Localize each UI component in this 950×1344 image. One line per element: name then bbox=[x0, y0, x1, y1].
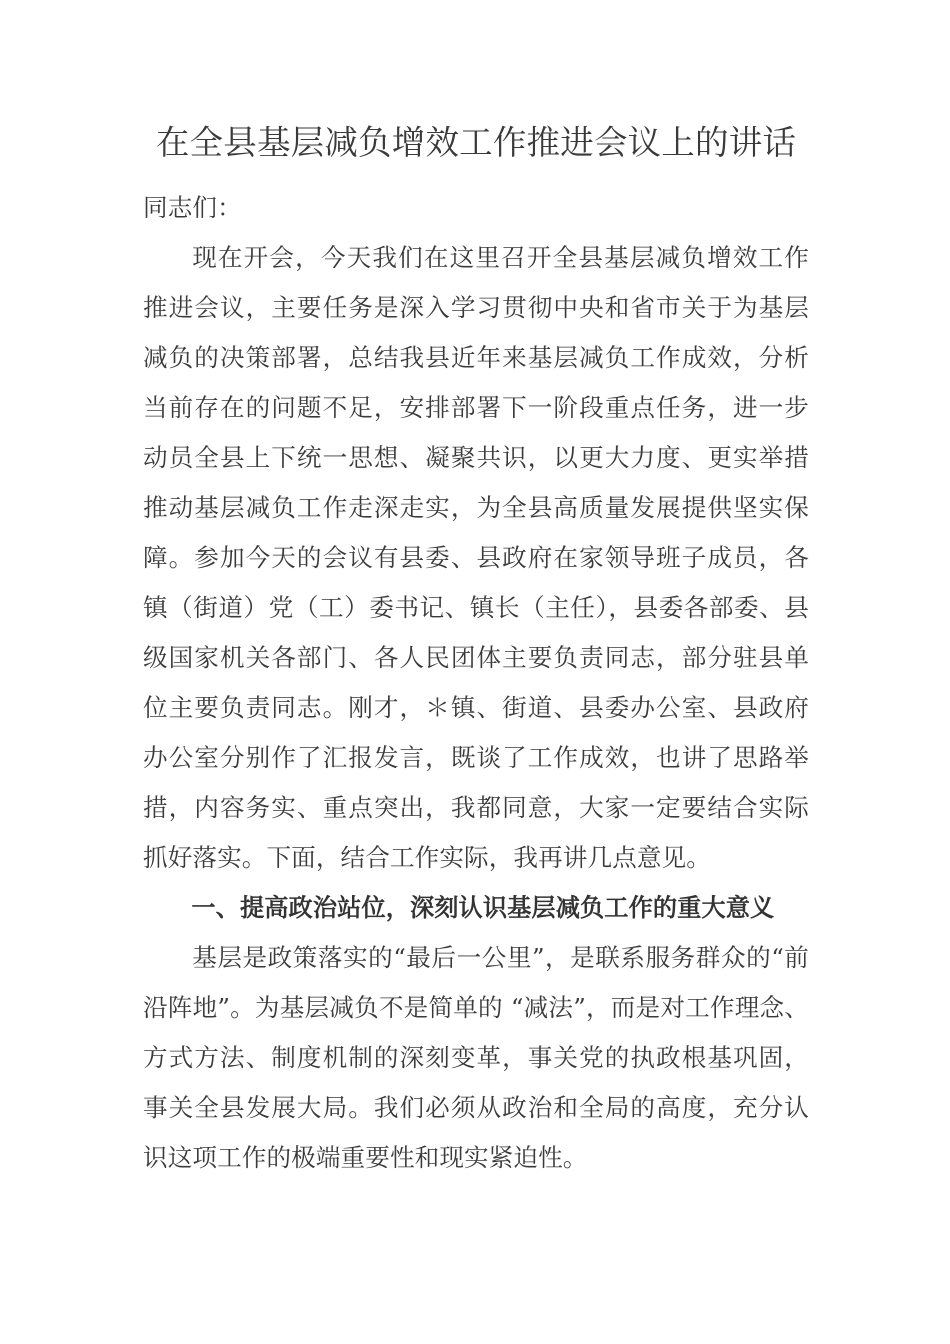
salutation-line: 同志们： bbox=[143, 193, 242, 222]
opening-paragraph: 现在开会，今天我们在这里召开全县基层减负增效工作推进会议，主要任务是深入学习贯彻中央和省市关于为基层减负的决策部署，总结我县近年来基层减负工作成效，分析当前存在的问题不足，安排部署下一阶段重点任务，进一步动员全县上下统一思想、凝聚共识，以更大力度、更实举措推动基层减负工作走深走实，为全县高质量发展提供坚实保障。参加今天的会议有县委、县政府在家领导班子成员，各镇（街道）党（工）委书记、镇长（主任），县委各部委、县级国家机关各部门、各人民团体主要负责同志，部分驻县单位主要负责同志。刚才，＊镇、街道、县委办公室、县政府办公室分别作了汇报发言，既谈了工作成效，也讲了思路举措，内容务实、重点突出，我都同意，大家一定要结合实际抓好落实。下面，结合工作实际，我再讲几点意见。 bbox=[143, 243, 809, 872]
document-body bbox=[143, 118, 809, 1183]
section-heading-one: 一、提高政治站位，深刻认识基层减负工作的重大意义 bbox=[191, 894, 775, 922]
page-title: 在全县基层减负增效工作推进会议上的讲话 bbox=[155, 123, 797, 162]
section-one-paragraph: 基层是政策落实的“最后一公里”，是联系服务群众的“前沿阵地”。为基层减负不是简单的 “减法”，而是对工作理念、方式方法、制度机制的深刻变革，事关党的执政根基巩固，事关全县发展大局。我们必须从政治和全局的高度，充分认识这项工作的极端重要性和现实紧迫性。 bbox=[143, 943, 809, 1172]
